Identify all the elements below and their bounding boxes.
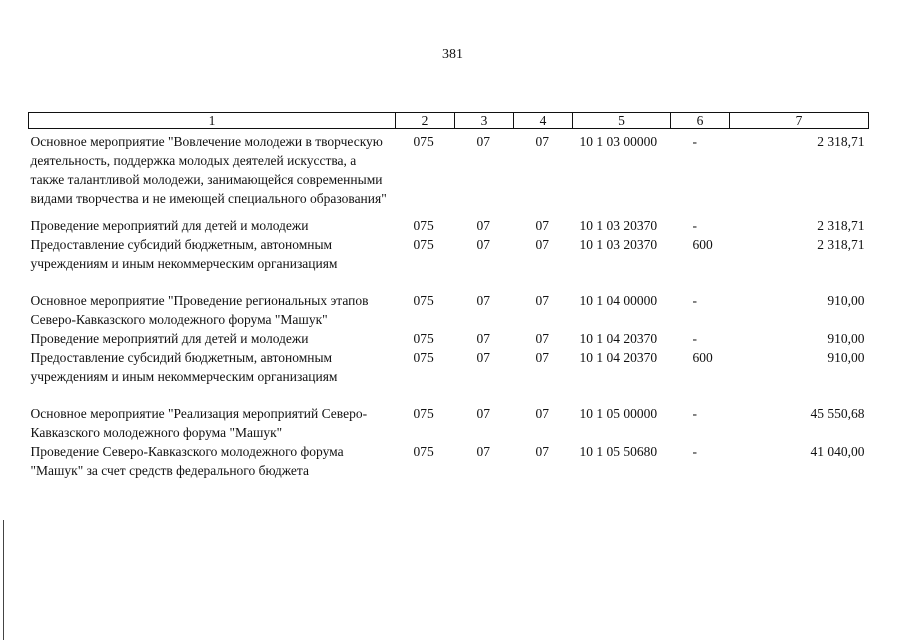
- row-target-article: 10 1 04 20370: [579, 350, 658, 365]
- row-expense-type: -: [692, 293, 697, 308]
- budget-table: [28, 112, 869, 480]
- row-target-article: 10 1 05 00000: [579, 406, 658, 421]
- row-amount: 41 040,00: [810, 444, 865, 459]
- row-subsection-code: 07: [535, 293, 549, 308]
- row-expense-type: -: [692, 444, 697, 459]
- scan-edge-line: [3, 520, 4, 640]
- row-amount: 2 318,71: [817, 134, 865, 149]
- column-header-4: 4: [514, 113, 573, 129]
- table-row: [29, 442, 869, 480]
- row-expense-type: -: [692, 134, 697, 149]
- table-row: [29, 404, 869, 442]
- table-header-row: [29, 113, 869, 129]
- row-name: Проведение Северо-Кавказского молодежного форума "Машук" за счет средств федерального бюджета: [30, 444, 344, 478]
- row-ministry-code: 075: [413, 406, 434, 421]
- row-amount: 910,00: [827, 331, 865, 346]
- row-section-code: 07: [476, 237, 490, 252]
- row-target-article: 10 1 05 50680: [579, 444, 658, 459]
- row-subsection-code: 07: [535, 331, 549, 346]
- row-subsection-code: 07: [535, 134, 549, 149]
- row-spacer: [29, 273, 869, 291]
- row-amount: 910,00: [827, 293, 865, 308]
- row-section-code: 07: [476, 218, 490, 233]
- row-expense-type: 600: [692, 237, 713, 252]
- table-row: [29, 216, 869, 235]
- row-spacer: [29, 386, 869, 404]
- row-target-article: 10 1 04 00000: [579, 293, 658, 308]
- row-name: Основное мероприятие "Реализация мероприятий Северо-Кавказского молодежного форума "Машук": [30, 406, 368, 440]
- row-expense-type: -: [692, 406, 697, 421]
- row-name: Основное мероприятие "Проведение региональных этапов Северо-Кавказского молодежного форума "Машук": [30, 293, 369, 327]
- row-subsection-code: 07: [535, 237, 549, 252]
- column-header-6: 6: [671, 113, 730, 129]
- table-row: [29, 235, 869, 273]
- row-ministry-code: 075: [413, 134, 434, 149]
- table-row: [29, 348, 869, 386]
- row-section-code: 07: [476, 134, 490, 149]
- column-header-1: 1: [29, 113, 396, 129]
- row-expense-type: 600: [692, 350, 713, 365]
- row-section-code: 07: [476, 444, 490, 459]
- row-ministry-code: 075: [413, 444, 434, 459]
- row-subsection-code: 07: [535, 350, 549, 365]
- row-subsection-code: 07: [535, 444, 549, 459]
- row-amount: 2 318,71: [817, 218, 865, 233]
- table-row: [29, 129, 869, 209]
- row-name: Проведение мероприятий для детей и молодежи: [30, 331, 309, 346]
- row-target-article: 10 1 04 20370: [579, 331, 658, 346]
- row-ministry-code: 075: [413, 331, 434, 346]
- row-ministry-code: 075: [413, 237, 434, 252]
- row-expense-type: -: [692, 331, 697, 346]
- row-section-code: 07: [476, 331, 490, 346]
- row-spacer: [29, 208, 869, 216]
- row-target-article: 10 1 03 20370: [579, 237, 658, 252]
- row-name: Проведение мероприятий для детей и молодежи: [30, 218, 309, 233]
- table-row: [29, 291, 869, 329]
- column-header-2: 2: [396, 113, 455, 129]
- row-section-code: 07: [476, 293, 490, 308]
- row-name: Предоставление субсидий бюджетным, автономным учреждениям и иным некоммерческим организациям: [30, 350, 338, 384]
- row-name: Основное мероприятие "Вовлечение молодежи в творческую деятельность, поддержка молодых деятелей искусства, а также талантливой молодежи, занимающейся современными видами творчества и не имеющей специального образования": [30, 134, 387, 206]
- row-expense-type: -: [692, 218, 697, 233]
- row-section-code: 07: [476, 406, 490, 421]
- row-target-article: 10 1 03 20370: [579, 218, 658, 233]
- row-section-code: 07: [476, 350, 490, 365]
- row-amount: 2 318,71: [817, 237, 865, 252]
- row-ministry-code: 075: [413, 293, 434, 308]
- row-ministry-code: 075: [413, 350, 434, 365]
- table-row: [29, 329, 869, 348]
- column-header-3: 3: [455, 113, 514, 129]
- row-name: Предоставление субсидий бюджетным, автономным учреждениям и иным некоммерческим организациям: [30, 237, 338, 271]
- row-ministry-code: 075: [413, 218, 434, 233]
- row-target-article: 10 1 03 00000: [579, 134, 658, 149]
- column-header-7: 7: [730, 113, 869, 129]
- row-amount: 45 550,68: [810, 406, 865, 421]
- page-number: 381: [442, 47, 463, 62]
- row-subsection-code: 07: [535, 406, 549, 421]
- row-subsection-code: 07: [535, 218, 549, 233]
- row-amount: 910,00: [827, 350, 865, 365]
- column-header-5: 5: [573, 113, 671, 129]
